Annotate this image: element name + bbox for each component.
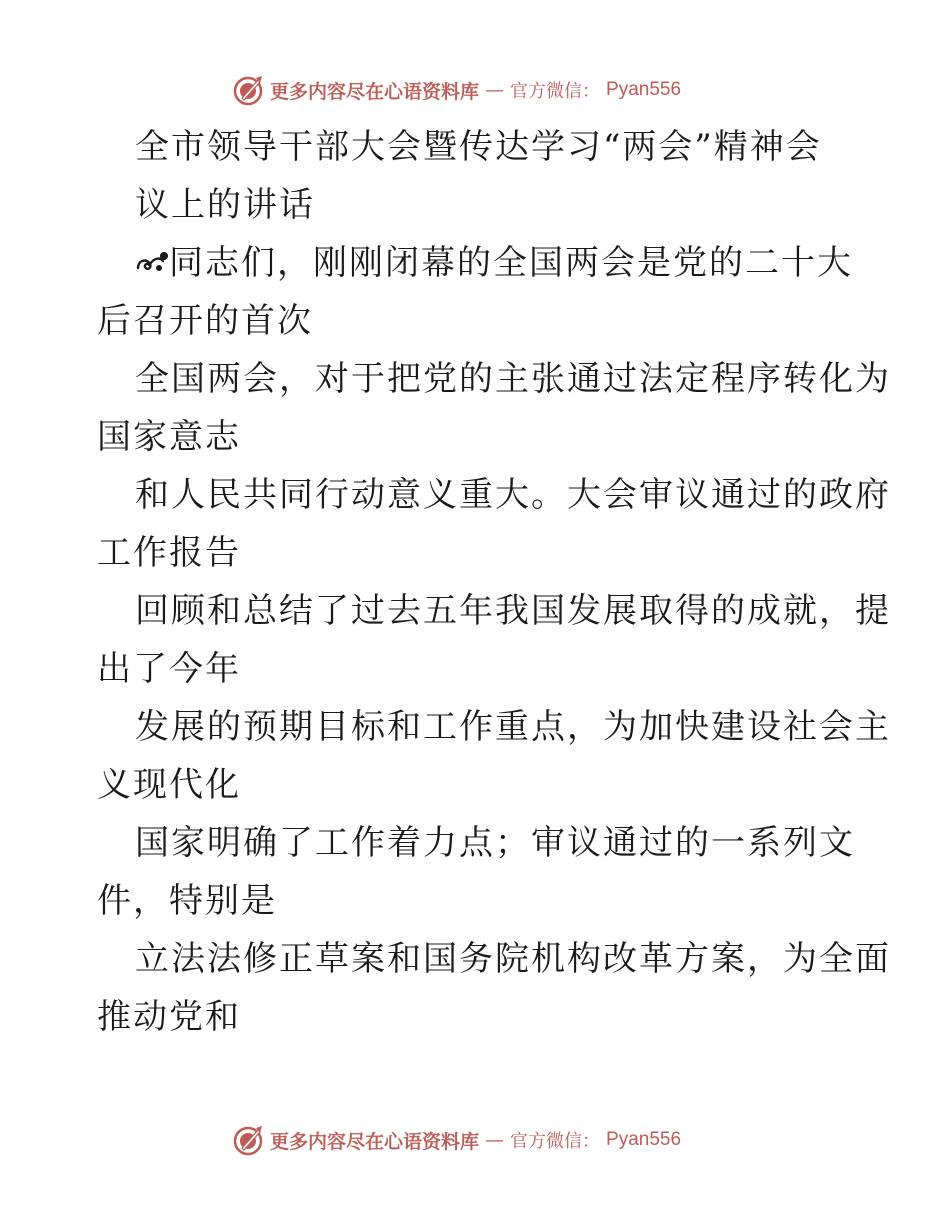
- banner-main-text: 更多内容尽在心语资料库: [270, 80, 480, 103]
- paragraph-line-13: 立法法修正草案和国务院机构改革方案，为全面: [135, 939, 891, 979]
- paragraph-line-11: 国家明确了工作着力点；审议通过的一系列文: [135, 823, 855, 863]
- doc-title-line-1: 全市领导干部大会暨传达学习“两会”精神会: [135, 127, 822, 167]
- banner-wechat-id: Pyan556: [606, 79, 682, 100]
- paragraph-line-10: 义现代化: [97, 765, 241, 805]
- paragraph-line-6: 工作报告: [97, 533, 241, 573]
- doc-title-line-2: 议上的讲话: [135, 185, 315, 225]
- paragraph-line-5: 和人民共同行动意义重大。大会审议通过的政府: [135, 475, 891, 515]
- banner-dash: —: [485, 79, 505, 101]
- banner-suffix: 官方微信：: [510, 81, 601, 102]
- paragraph-line-14: 推动党和: [97, 997, 241, 1037]
- paragraph-line-3: 全国两会，对于把党的主张通过法定程序转化为: [135, 359, 891, 399]
- banner-suffix: 官方微信：: [510, 1131, 601, 1152]
- banner-dash: —: [485, 1129, 505, 1151]
- banner-main-text: 更多内容尽在心语资料库: [270, 1130, 480, 1153]
- paragraph-line-12: 件，特别是: [97, 881, 277, 921]
- paragraph-line-4: 国家意志: [97, 417, 241, 457]
- paragraph-line-7: 回顾和总结了过去五年我国发展取得的成就，提: [135, 591, 891, 631]
- footer-banner: [232, 1123, 681, 1157]
- paragraph-line-8: 出了今年: [97, 649, 241, 689]
- document-body: [97, 118, 891, 1046]
- paragraph-line-text: 同志们，刚刚闭幕的全国两会是党的二十大: [169, 243, 853, 283]
- header-banner: [232, 73, 681, 107]
- paragraph-line-9: 发展的预期目标和工作重点，为加快建设社会主: [135, 707, 891, 747]
- banner-wechat-id: Pyan556: [606, 1129, 682, 1150]
- ornament-flourish-icon: [135, 248, 169, 276]
- quill-logo-icon: [232, 74, 264, 106]
- quill-logo-icon: [232, 1124, 264, 1156]
- paragraph-line-1: [97, 234, 857, 292]
- paragraph-line-2: 后召开的首次: [97, 301, 313, 341]
